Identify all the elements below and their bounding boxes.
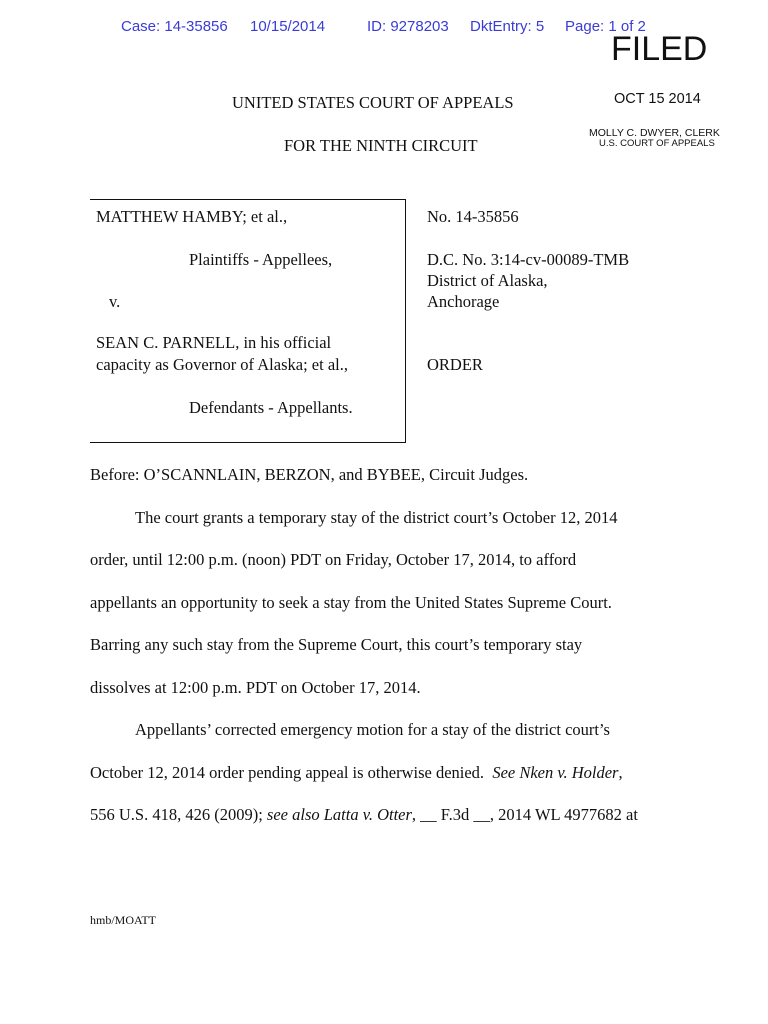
defendant-role: Defendants - Appellants. [189, 398, 353, 417]
header-dkt-entry: DktEntry: 5 [470, 18, 545, 35]
header-date: 10/15/2014 [250, 18, 326, 35]
citation-latta-reporter: , __ F.3d __, 2014 WL 4977682 at [411, 805, 638, 824]
header-page: Page: 1 of 2 [565, 18, 646, 35]
versus: v. [109, 292, 121, 311]
paragraph-2-line-2 [90, 763, 623, 783]
district: District of Alaska, [427, 271, 548, 290]
paragraph-1-line-2: order, until 12:00 p.m. (noon) PDT on Friday, October 17, 2014, to afford [90, 550, 577, 569]
order-denied-text: October 12, 2014 order pending appeal is otherwise denied. [90, 763, 493, 782]
paragraph-2-line-1: Appellants’ corrected emergency motion for a stay of the district court’s [135, 720, 610, 739]
circuit-title: FOR THE NINTH CIRCUIT [284, 136, 478, 155]
defendant-line-1: SEAN C. PARNELL, in his official [96, 333, 332, 352]
paragraph-1-line-1: The court grants a temporary stay of the district court’s October 12, 2014 [135, 508, 618, 527]
plaintiff-name: MATTHEW HAMBY; et al., [96, 207, 288, 226]
court-title: UNITED STATES COURT OF APPEALS [232, 93, 514, 112]
filed-date: OCT 15 2014 [614, 91, 701, 107]
defendant-line-2: capacity as Governor of Alaska; et al., [96, 355, 348, 374]
citation-reporter: 556 U.S. 418, 426 (2009); [90, 805, 267, 824]
footer-initials: hmb/MOATT [90, 913, 156, 927]
before-line: Before: O’SCANNLAIN, BERZON, and BYBEE, Circuit Judges. [90, 465, 529, 484]
clerk-court: U.S. COURT OF APPEALS [599, 138, 715, 149]
clerk-name: MOLLY C. DWYER, CLERK [589, 127, 720, 139]
paragraph-1-line-5: dissolves at 12:00 p.m. PDT on October 17, 2014. [90, 678, 421, 697]
plaintiff-role: Plaintiffs - Appellees, [189, 250, 333, 269]
header-case: Case: 14-35856 [121, 18, 228, 35]
paragraph-2-line-3 [90, 805, 638, 825]
case-number: No. 14-35856 [427, 207, 519, 226]
district-city: Anchorage [427, 292, 500, 311]
citation-comma: , [618, 763, 623, 782]
paragraph-1-line-4: Barring any such stay from the Supreme Court, this court’s temporary stay [90, 635, 583, 654]
citation-nken: See Nken v. Holder [492, 763, 619, 782]
dc-number: D.C. No. 3:14-cv-00089-TMB [427, 250, 630, 269]
header-id: ID: 9278203 [367, 18, 449, 35]
filed-stamp: FILED [611, 30, 708, 68]
paragraph-1-line-3: appellants an opportunity to seek a stay from the United States Supreme Court. [90, 593, 612, 612]
document-type: ORDER [427, 355, 483, 374]
citation-latta: see also Latta v. Otter [266, 805, 412, 824]
